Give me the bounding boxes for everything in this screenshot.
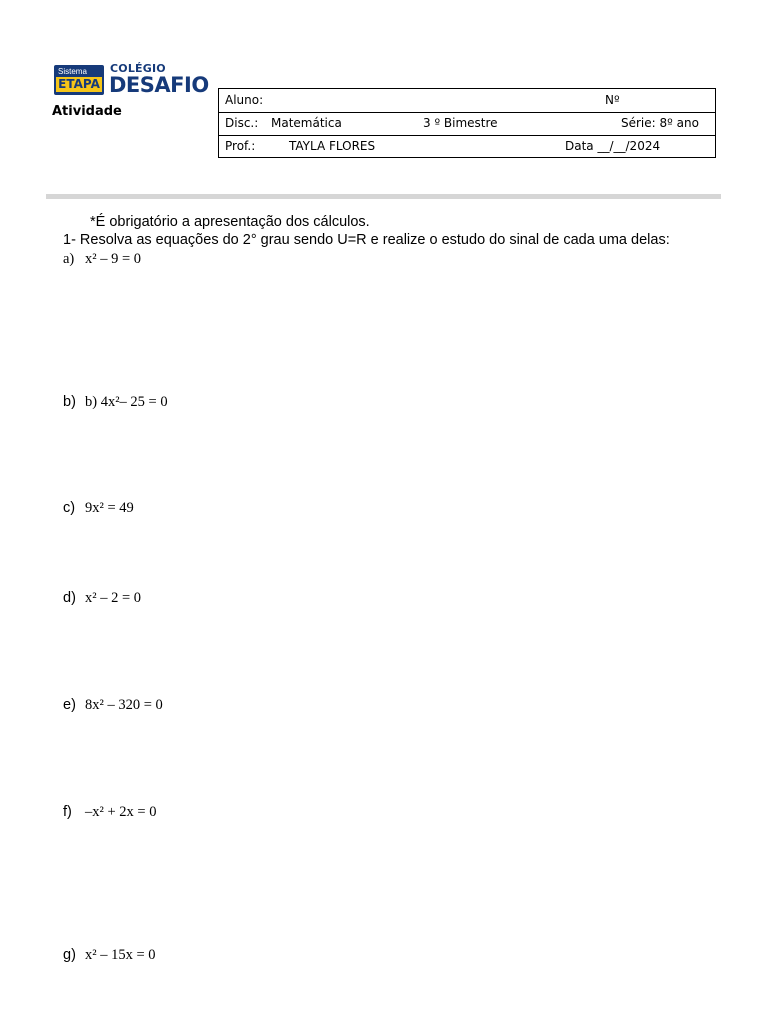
instruction-text: *É obrigatório a apresentação dos cálculos. xyxy=(90,214,370,230)
equation-text: x² – 9 = 0 xyxy=(85,251,142,267)
data-field: Data __/__/2024 xyxy=(565,139,661,153)
disciplina-value: Matemática xyxy=(271,116,342,130)
equation-item-c xyxy=(63,500,134,517)
equation-item-g xyxy=(63,947,156,964)
aluno-label: Aluno: xyxy=(225,93,264,107)
prof-label: Prof.: xyxy=(225,139,256,153)
item-label: f) xyxy=(63,804,72,820)
item-label: e) xyxy=(63,697,76,713)
equation-text: x² – 15x = 0 xyxy=(85,947,156,963)
equation-item-e xyxy=(63,697,163,714)
item-label: b) xyxy=(63,394,76,410)
bimestre-value: 3 º Bimestre xyxy=(423,116,498,130)
equation-item-d xyxy=(63,590,141,607)
question-1-text: 1- Resolva as equações do 2° grau sendo U=R e realize o estudo do sinal de cada uma delas: xyxy=(63,232,670,248)
row-disciplina xyxy=(219,112,715,136)
row-professor xyxy=(219,135,715,158)
logo-colegio-text: COLÉGIO xyxy=(110,62,166,75)
student-info-table xyxy=(218,88,716,158)
equation-text: x² – 2 = 0 xyxy=(85,590,142,606)
logo-sistema-text: Sistema xyxy=(58,67,87,76)
item-label: g) xyxy=(63,947,76,963)
equation-item-a xyxy=(63,251,141,268)
equation-item-f xyxy=(63,804,156,821)
equation-item-b xyxy=(63,394,168,411)
item-label: a) xyxy=(63,251,75,267)
equation-text: b) 4x²– 25 = 0 xyxy=(85,394,168,410)
equation-text: 8x² – 320 = 0 xyxy=(85,697,163,713)
activity-title: Atividade xyxy=(52,104,122,119)
disc-label: Disc.: xyxy=(225,116,259,130)
numero-label: Nº xyxy=(605,93,620,107)
item-label: c) xyxy=(63,500,76,516)
professor-value: TAYLA FLORES xyxy=(289,139,376,153)
row-aluno xyxy=(219,89,715,113)
school-logo xyxy=(54,62,209,98)
equation-text: 9x² = 49 xyxy=(85,500,134,516)
logo-etapa-text: ETAPA xyxy=(56,77,102,92)
serie-value: Série: 8º ano xyxy=(621,116,699,130)
etapa-badge xyxy=(54,65,104,95)
logo-desafio-text: DESAFIO xyxy=(109,73,209,97)
equation-text: –x² + 2x = 0 xyxy=(85,804,157,820)
item-label: d) xyxy=(63,590,76,606)
section-divider xyxy=(46,194,721,199)
